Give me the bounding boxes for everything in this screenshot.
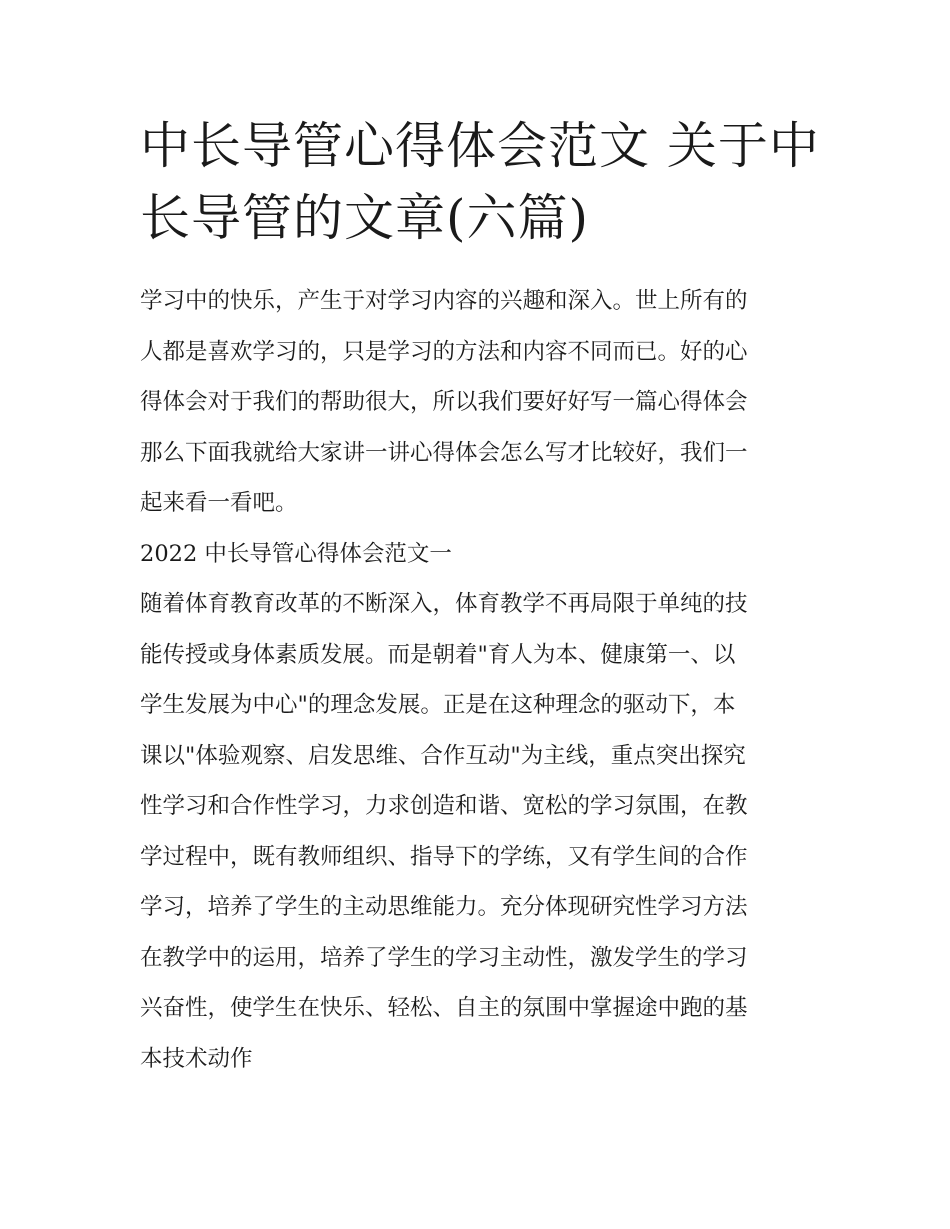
section-line: 兴奋性，使学生在快乐、轻松、自主的氛围中掌握途中跑的基	[140, 995, 748, 1021]
section-line: 学生发展为中心"的理念发展。正是在这种理念的驱动下，本	[140, 692, 736, 718]
intro-line: 人都是喜欢学习的，只是学习的方法和内容不同而已。好的心	[140, 338, 748, 365]
document-title	[140, 110, 820, 254]
section-line: 能传授或身体素质发展。而是朝着"育人为本、健康第一、以	[140, 641, 736, 668]
section-line: 学习，培养了学生的主动思维能力。充分体现研究性学习方法	[140, 894, 748, 920]
section-paragraph	[140, 579, 820, 1084]
intro-paragraph	[140, 276, 820, 529]
section-line: 随着体育教育改革的不断深入，体育教学不再局限于单纯的技	[140, 591, 748, 617]
intro-line: 那么下面我就给大家讲一讲心得体会怎么写才比较好，我们一	[140, 439, 748, 466]
section-line: 学过程中，既有教师组织、指导下的学练，又有学生间的合作	[140, 843, 748, 870]
intro-line: 学习中的快乐，产生于对学习内容的兴趣和深入。世上所有的	[140, 288, 748, 314]
section-line: 课以"体验观察、启发思维、合作互动"为主线，重点突出探究	[140, 742, 746, 769]
section-line: 本技术动作	[140, 1045, 253, 1072]
title-line: 中长导管心得体会范文 关于中	[140, 117, 820, 175]
title-line: 长导管的文章(六篇)	[140, 189, 590, 247]
document-body	[140, 276, 820, 1084]
section-line: 性学习和合作性学习，力求创造和谐、宽松的学习氛围，在教	[140, 793, 748, 819]
section-line: 在教学中的运用，培养了学生的学习主动性，激发学生的学习	[140, 944, 748, 971]
intro-line: 得体会对于我们的帮助很大，所以我们要好好写一篇心得体会	[140, 389, 748, 415]
section-heading-text: 2022 中长导管心得体会范文一	[140, 540, 452, 567]
section-heading	[140, 529, 820, 580]
intro-line: 起来看一看吧。	[140, 490, 298, 516]
